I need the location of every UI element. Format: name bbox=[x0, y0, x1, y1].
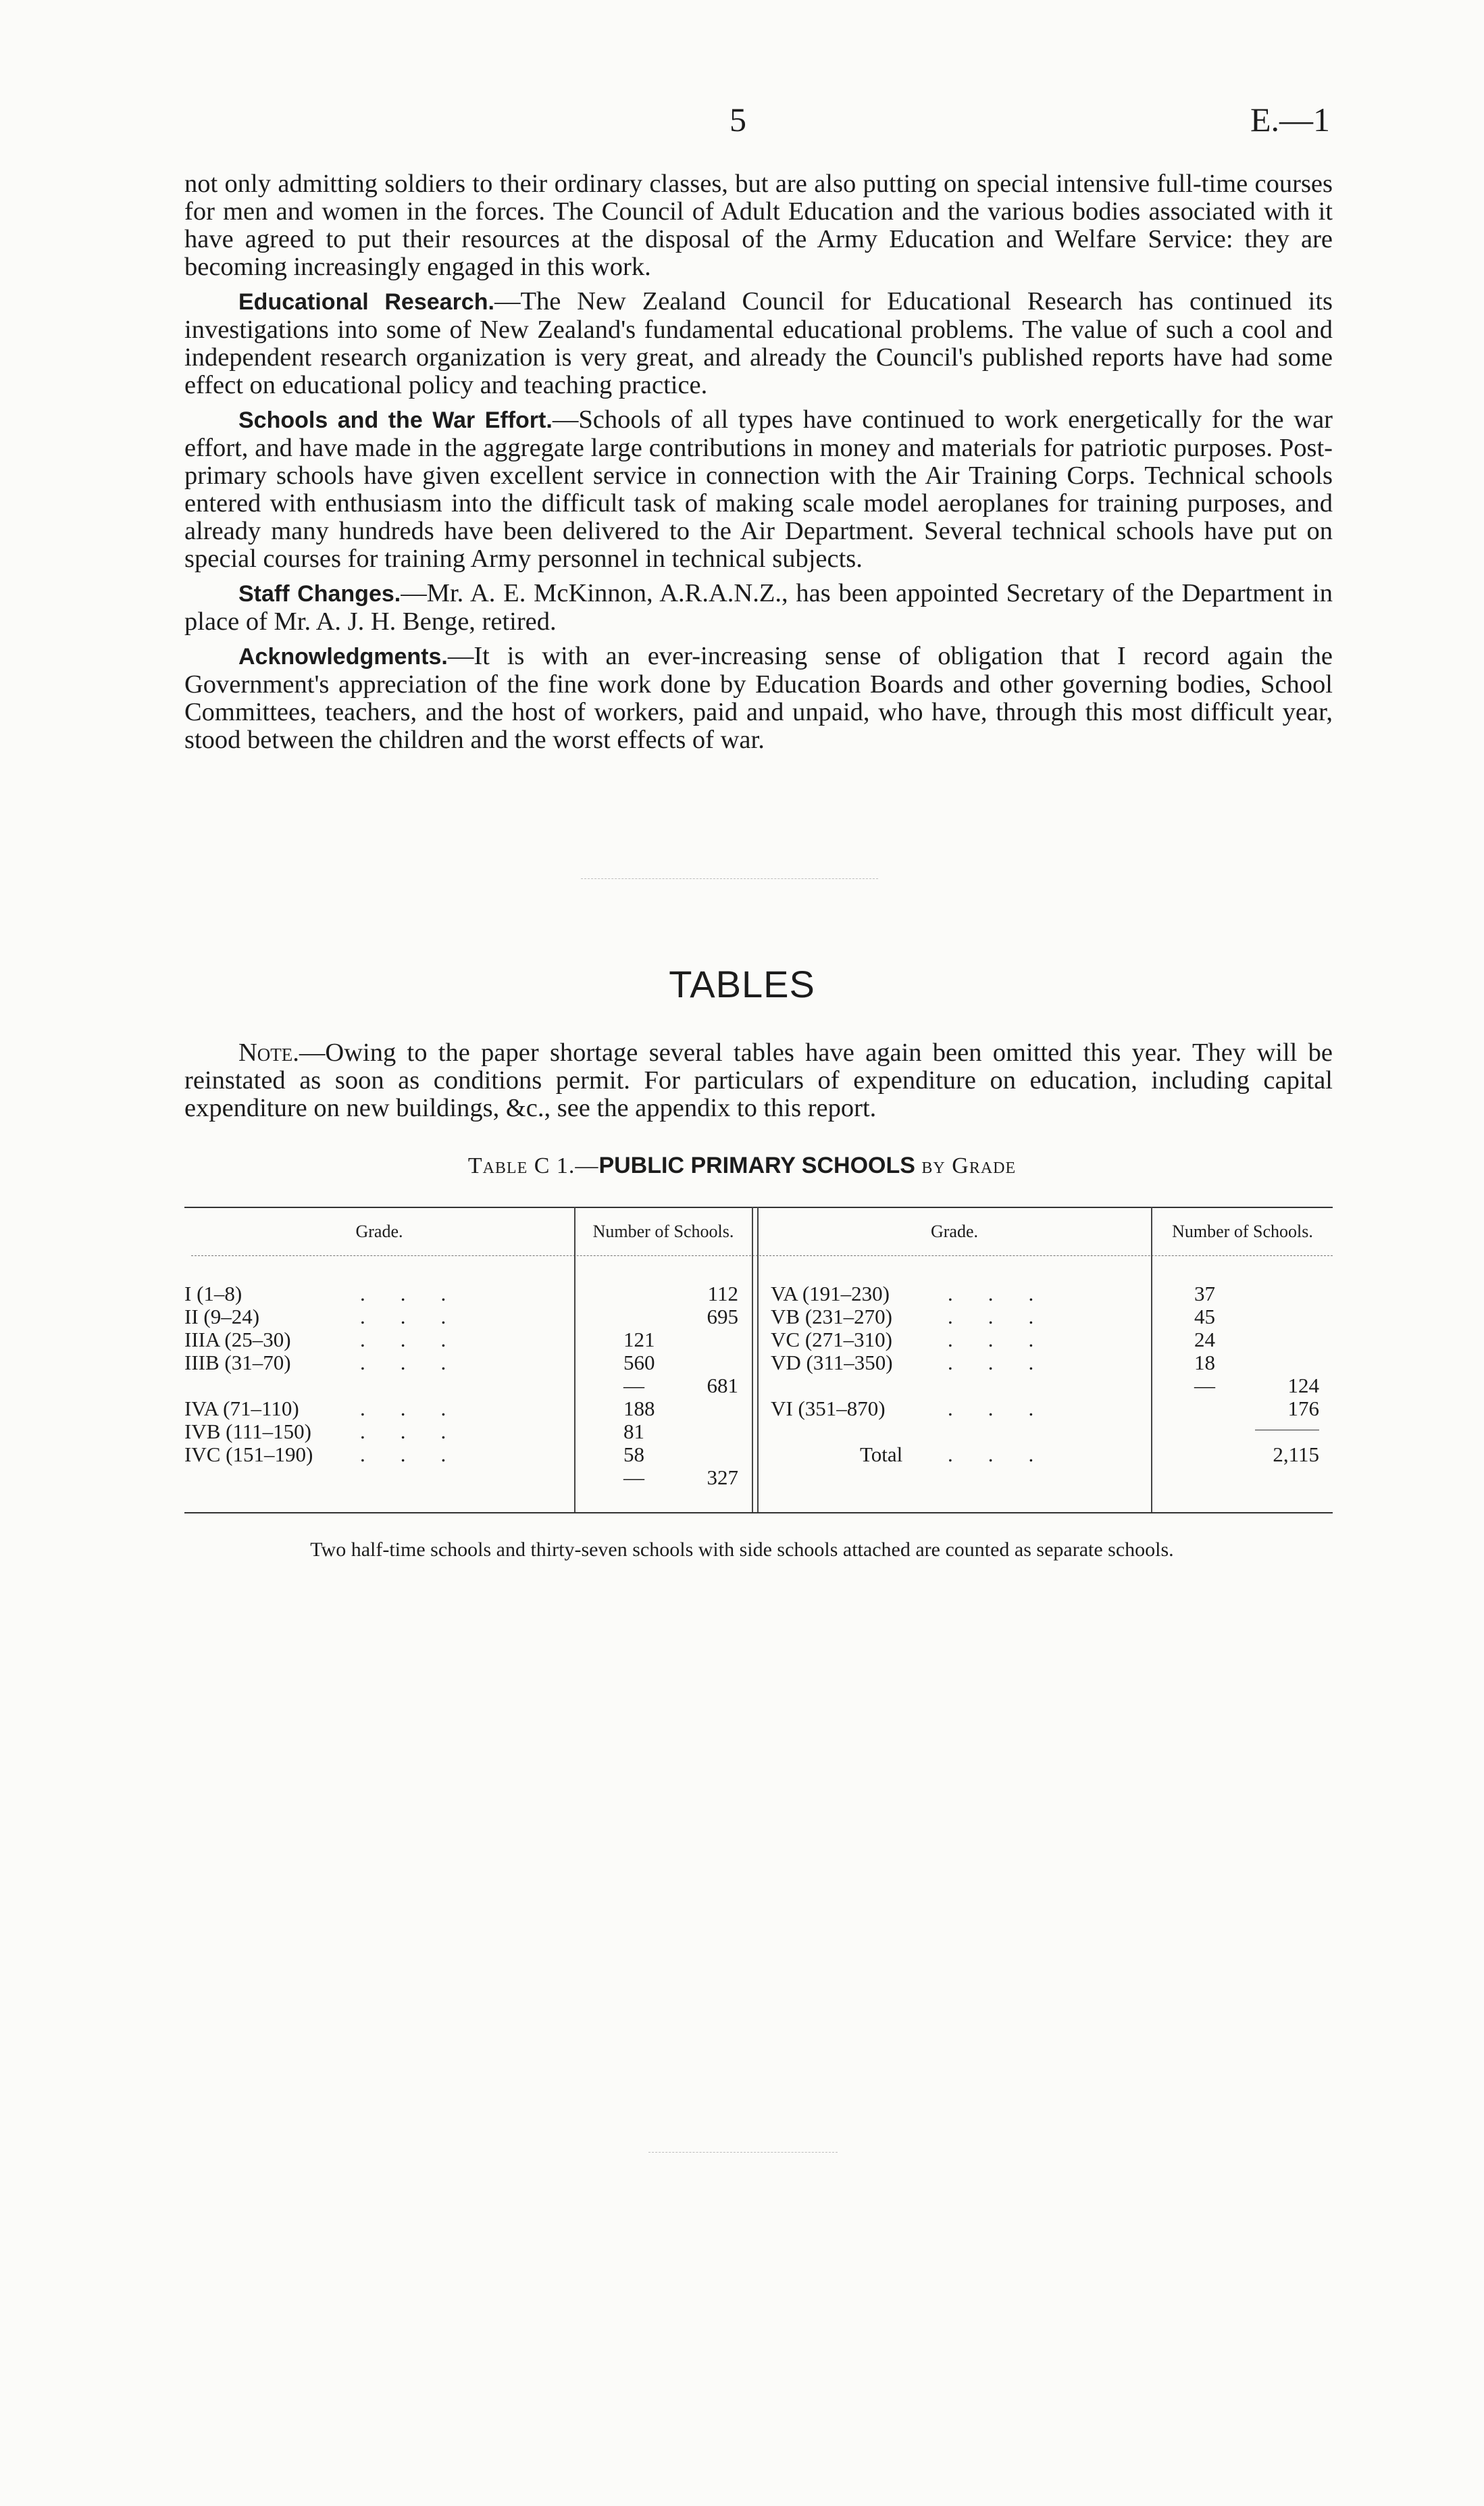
grade-cell: IVC (151–190) bbox=[184, 1443, 313, 1466]
subtotal-cell: 121 bbox=[623, 1328, 655, 1351]
subtotal-dash: — bbox=[1194, 1374, 1215, 1397]
subtotal-cell: 45 bbox=[1194, 1305, 1215, 1328]
subtotal-cell: 188 bbox=[623, 1397, 655, 1420]
table-top-rule bbox=[184, 1207, 1333, 1208]
table-footnote: Two half-time schools and thirty-seven schools with side schools attached are counted as separate schools. bbox=[310, 1538, 1174, 1561]
table-header-rule bbox=[191, 1255, 1333, 1256]
total-cell: 112 bbox=[707, 1282, 738, 1305]
paragraph-heading: Staff Changes. bbox=[238, 581, 401, 607]
caption-prefix: Table C 1.— bbox=[467, 1153, 599, 1178]
paragraph-text: —It is with an ever-increasing sense of obligation that I record again the Government's appreciation of the fine work done by Education Boards and other governing bodies, School Committees, teachers, and the host of workers, paid and unpaid, who have, through this most difficult year, stood between the children and the worst effects of war. bbox=[184, 642, 1333, 754]
grade-cell: VI (351–870) bbox=[771, 1397, 886, 1420]
grade-cell: IIIA (25–30) bbox=[184, 1328, 291, 1351]
grade-cell: II (9–24) bbox=[184, 1305, 260, 1328]
leader-dots: ... bbox=[360, 1328, 482, 1351]
subtotal-cell: 24 bbox=[1194, 1328, 1215, 1351]
subtotal-cell: 37 bbox=[1194, 1282, 1215, 1305]
paragraph-adult-education bbox=[184, 170, 1333, 281]
grade-cell: VA (191–230) bbox=[771, 1282, 890, 1305]
subtotal-cell: 81 bbox=[623, 1420, 644, 1443]
page-header bbox=[0, 100, 1484, 147]
grade-cell: IVB (111–150) bbox=[184, 1420, 311, 1443]
header-number-left: Number of Schools. bbox=[592, 1222, 734, 1241]
paragraph-text: —Mr. A. E. McKinnon, A.R.A.N.Z., has been appointed Secretary of the Department in place of Mr. A. J. H. Benge, retired. bbox=[184, 579, 1333, 636]
leader-dots: ... bbox=[948, 1351, 1069, 1374]
total-cell: 176 bbox=[1287, 1397, 1319, 1420]
grand-total-cell: 2,115 bbox=[1273, 1443, 1319, 1466]
header-number-right: Number of Schools. bbox=[1172, 1222, 1313, 1241]
subtotal-dash: — bbox=[623, 1374, 644, 1397]
note-lead: Note. bbox=[238, 1038, 299, 1067]
caption-title: PUBLIC PRIMARY SCHOOLS bbox=[598, 1153, 915, 1178]
grade-cell: IVA (71–110) bbox=[184, 1397, 299, 1420]
total-cell: 327 bbox=[707, 1465, 738, 1489]
leader-dots: ... bbox=[360, 1305, 482, 1328]
grade-table bbox=[184, 1207, 1333, 1518]
total-cell: 695 bbox=[707, 1305, 738, 1328]
grade-cell: IIIB (31–70) bbox=[184, 1351, 291, 1374]
paragraph-heading: Acknowledgments. bbox=[238, 644, 448, 670]
column-divider bbox=[752, 1207, 753, 1512]
faint-divider bbox=[648, 2152, 838, 2153]
tables-note bbox=[184, 1039, 1333, 1122]
table-bottom-rule bbox=[184, 1512, 1333, 1513]
leader-dots: ... bbox=[360, 1351, 482, 1374]
total-cell: 681 bbox=[707, 1374, 738, 1397]
paragraph-text: —The New Zealand Council for Educational Research has continued its investigations into some of New Zealand's fundamental educational problems. The value of such a cool and independent research organization is very great, and already the Council's published reports have had some effect on educational policy and teaching practice. bbox=[184, 287, 1333, 399]
grade-cell: VB (231–270) bbox=[771, 1305, 892, 1328]
column-divider bbox=[757, 1207, 759, 1512]
page-number: 5 bbox=[730, 101, 746, 139]
column-divider bbox=[1151, 1207, 1152, 1512]
paragraph-educational-research bbox=[184, 288, 1333, 399]
leader-dots: ... bbox=[360, 1397, 482, 1420]
column-divider bbox=[574, 1207, 575, 1512]
leader-dots: ... bbox=[360, 1420, 482, 1443]
leader-dots: ... bbox=[360, 1282, 482, 1305]
paragraph-heading: Educational Research. bbox=[238, 289, 494, 315]
subtotal-cell: 18 bbox=[1194, 1351, 1215, 1374]
paragraph-text: —Schools of all types have continued to work energetically for the war effort, and have made in the aggregate large contributions in money and materials for patriotic purposes. Post-primary schools have given excellent service in connection with the Air Training Corps. Technical schools entered with enthusiasm into the difficult task of making scale model aeroplanes for training purposes, and already many hundreds have been delivered to the Air Department. Several technical schools have put on special courses for training Army personnel in technical subjects. bbox=[184, 405, 1333, 573]
grade-cell: VC (271–310) bbox=[771, 1328, 892, 1351]
paragraph-heading: Schools and the War Effort. bbox=[238, 407, 553, 433]
subtotal-dash: — bbox=[623, 1465, 644, 1489]
grade-cell: VD (311–350) bbox=[771, 1351, 893, 1374]
note-text: —Owing to the paper shortage several tables have again been omitted this year. They will be reinstated as soon as conditions permit. For particulars of expenditure on education, including capital expenditure on new buildings, &c., see the appendix to this report. bbox=[184, 1038, 1333, 1122]
leader-dots: ... bbox=[948, 1443, 1069, 1466]
total-cell: 124 bbox=[1287, 1374, 1319, 1397]
paragraph-war-effort bbox=[184, 406, 1333, 573]
leader-dots: ... bbox=[360, 1443, 482, 1466]
leader-dots: ... bbox=[948, 1328, 1069, 1351]
body-text bbox=[184, 170, 1333, 761]
paragraph-staff-changes bbox=[184, 580, 1333, 636]
leader-dots: ... bbox=[948, 1397, 1069, 1420]
header-grade-right: Grade. bbox=[930, 1222, 978, 1241]
header-grade-left: Grade. bbox=[355, 1222, 403, 1241]
faint-divider bbox=[581, 878, 878, 879]
document-code: E.—1 bbox=[1250, 101, 1330, 139]
leader-dots: ... bbox=[948, 1282, 1069, 1305]
subtotal-cell: 560 bbox=[623, 1351, 655, 1374]
table-caption bbox=[0, 1153, 1484, 1179]
caption-suffix: by Grade bbox=[915, 1153, 1017, 1178]
tables-title: TABLES bbox=[669, 963, 815, 1005]
paragraph-text: not only admitting soldiers to their ordinary classes, but are also putting on special intensive full-time courses for men and women in the forces. The Council of Adult Education and the various bodies associated with it have agreed to put their resources at the disposal of the Army Education and Welfare Service: they are becoming increasingly engaged in this work. bbox=[184, 170, 1333, 281]
leader-dots: ... bbox=[948, 1305, 1069, 1328]
total-label: Total bbox=[860, 1443, 903, 1466]
paragraph-acknowledgments bbox=[184, 643, 1333, 754]
grade-cell: I (1–8) bbox=[184, 1282, 242, 1305]
subtotal-cell: 58 bbox=[623, 1443, 644, 1466]
